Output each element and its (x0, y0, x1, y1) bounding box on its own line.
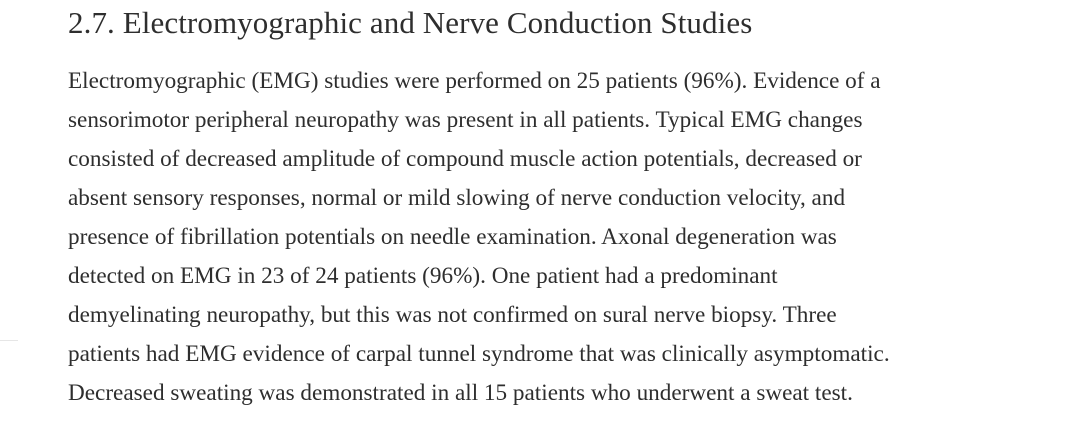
paragraph-line: consisted of decreased amplitude of compound muscle action potentials, decreased or (68, 146, 862, 172)
article-section (68, 0, 1068, 413)
paragraph-line: absent sensory responses, normal or mild slowing of nerve conduction velocity, and (68, 185, 846, 211)
section-heading: 2.7. Electromyographic and Nerve Conduction Studies (68, 5, 753, 40)
section-paragraph (68, 62, 1068, 413)
paragraph-line: demyelinating neuropathy, but this was not confirmed on sural nerve biopsy. Three (68, 302, 837, 328)
left-edge-divider (0, 340, 18, 341)
paragraph-line: Electromyographic (EMG) studies were performed on 25 patients (96%). Evidence of a (68, 68, 881, 94)
paragraph-line: detected on EMG in 23 of 24 patients (96%). One patient had a predominant (68, 263, 778, 289)
paragraph-line: sensorimotor peripheral neuropathy was present in all patients. Typical EMG changes (68, 107, 863, 133)
paragraph-line: patients had EMG evidence of carpal tunnel syndrome that was clinically asymptomatic. (68, 341, 890, 367)
paragraph-line: Decreased sweating was demonstrated in all 15 patients who underwent a sweat test. (68, 380, 853, 406)
paragraph-line: presence of fibrillation potentials on needle examination. Axonal degeneration was (68, 224, 837, 250)
